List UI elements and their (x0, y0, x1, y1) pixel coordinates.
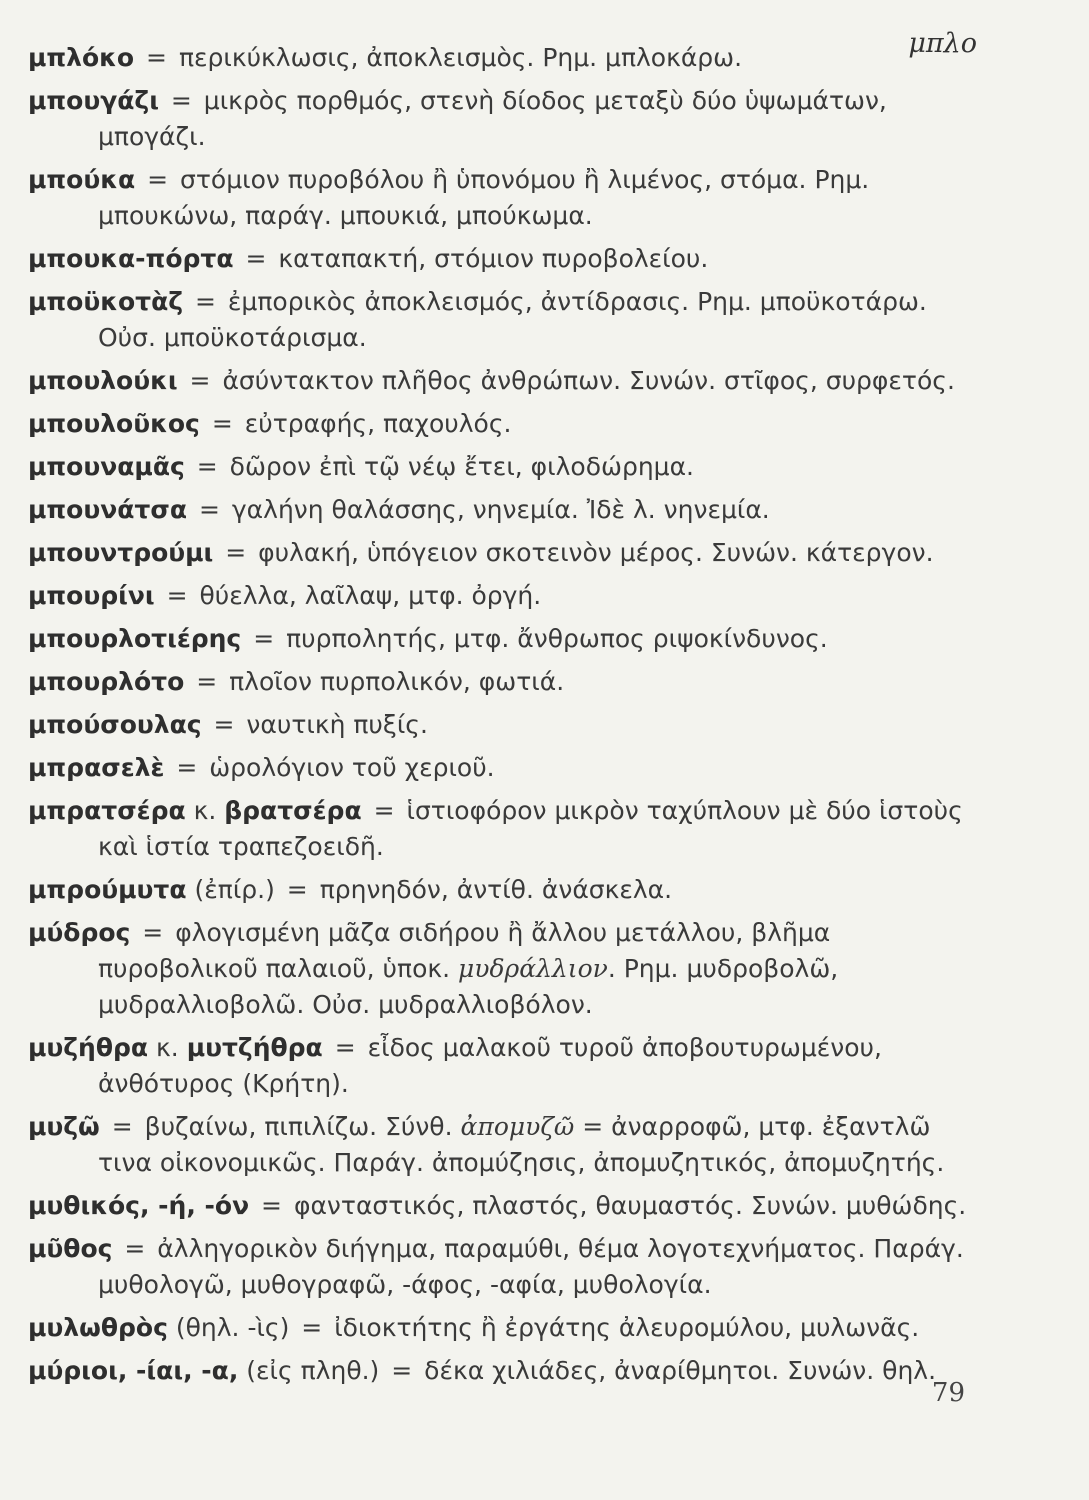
dictionary-entry (28, 1188, 978, 1224)
entry-lemma: μῦθος (28, 1234, 113, 1263)
entry-definition: ἰδιοκτήτης ἢ ἐργάτης ἀλευρομύλου, μυλωνᾶς. (334, 1313, 920, 1342)
entry-lemma: μυζῶ (28, 1112, 100, 1141)
dictionary-entry (28, 162, 978, 234)
dictionary-entry (28, 1030, 978, 1102)
equals-sign: = (365, 796, 403, 825)
entry-lemma: μπουρλοτιέρης (28, 624, 242, 653)
entry-variant: μυτζήθρα (186, 1033, 323, 1062)
entry-definition: ἐμπορικὸς ἀποκλεισμός, ἀντίδρασις. Ρημ. μποϋκοτάρω. Οὐσ. μποϋκοτάρισμα. (98, 287, 927, 352)
entry-note: (θηλ. -ὶς) (175, 1313, 290, 1342)
entry-lemma: μπούσουλας (28, 710, 202, 739)
entry-definition: δέκα χιλιάδες, ἀναρίθμητοι. Συνών. θηλ. (424, 1356, 937, 1385)
equals-sign: = (293, 1313, 331, 1342)
equals-sign: = (237, 244, 275, 273)
entry-lemma: μπουλοῦκος (28, 409, 200, 438)
entry-lemma: μπουρίνι (28, 581, 155, 610)
dictionary-entry (28, 1310, 978, 1346)
equals-sign: = (188, 667, 226, 696)
entry-definition: περικύκλωσις, ἀποκλεισμὸς. Ρημ. μπλοκάρω. (178, 43, 743, 72)
equals-sign: = (139, 165, 177, 194)
entry-definition: στόμιον πυροβόλου ἢ ὑπονόμου ἢ λιμένος, στόμα. Ρημ. μπουκώνω, παράγ. μπουκιά, μπούκωμα. (98, 165, 870, 230)
dictionary-entry (28, 621, 978, 657)
equals-sign: = (134, 918, 172, 947)
entry-definition: γαλήνη θαλάσσης, νηνεμία. Ἰδὲ λ. νηνεμία. (231, 495, 770, 524)
dictionary-entry (28, 492, 978, 528)
equals-sign: = (245, 624, 283, 653)
entry-lemma: μπουρλότο (28, 667, 185, 696)
dictionary-entry (28, 750, 978, 786)
entry-note: κ. (193, 796, 217, 825)
entry-definition: φλογισμένη μᾶζα σιδήρου ἢ ἄλλου μετάλλου, βλῆμα πυροβολικοῦ παλαιοῦ, ὑποκ. (98, 918, 831, 983)
equals-sign: = (253, 1191, 290, 1220)
entry-lemma: μπουνάτσα (28, 495, 188, 524)
entry-lemma: μυθικός, -ή, -όν (28, 1191, 250, 1220)
entry-definition: ἀσύντακτον πλῆθος ἀνθρώπων. Συνών. στῖφος, συρφετός. (222, 366, 955, 395)
entry-lemma: μπρούμυτα (28, 875, 187, 904)
equals-sign: = (383, 1356, 421, 1385)
entry-lemma: μπουκα-πόρτα (28, 244, 234, 273)
dictionary-entry (28, 793, 978, 865)
entry-lemma: μπρασελὲ (28, 753, 165, 782)
entry-definition: ὡρολόγιον τοῦ χεριοῦ. (209, 753, 495, 782)
dictionary-entry (28, 664, 978, 700)
entry-lemma: μύριοι, -ίαι, -α, (28, 1356, 239, 1385)
equals-sign: = (116, 1234, 154, 1263)
entry-definition: ἱστιοφόρον μικρὸν ταχύπλουν μὲ δύο ἱστοὺς καὶ ἱστία τραπεζοειδῆ. (98, 796, 963, 861)
equals-sign: = (138, 43, 175, 72)
entry-lemma: μπλόκο (28, 43, 135, 72)
entry-definition: καταπακτή, στόμιον πυροβολείου. (278, 244, 709, 273)
entry-definition: πυρπολητής, μτφ. ἄνθρωπος ριψοκίνδυνος. (286, 624, 828, 653)
equals-sign: = (188, 452, 226, 481)
dictionary-entry (28, 535, 978, 571)
entry-lemma: μπουντρούμι (28, 538, 214, 567)
equals-sign: = (217, 538, 255, 567)
dictionary-entry (28, 83, 978, 155)
dictionary-entry (28, 915, 978, 1023)
equals-sign: = (191, 495, 228, 524)
dictionary-entry (28, 707, 978, 743)
entry-lemma: μπρατσέρα (28, 796, 186, 825)
entry-italic-term: μυδράλλιον (458, 954, 608, 983)
entry-variant: βρατσέρα (224, 796, 362, 825)
entry-note: (εἰς πληθ.) (246, 1356, 380, 1385)
entry-definition: ἀλληγορικὸν διήγημα, παραμύθι, θέμα λογοτεχνήματος. Παράγ. μυθολογῶ, μυθογραφῶ, -άφος, -αφία, μυθολογία. (98, 1234, 964, 1299)
entry-lemma: μπουλούκι (28, 366, 178, 395)
entry-definition: εἶδος μαλακοῦ τυροῦ ἀποβουτυρωμένου, ἀνθότυρος (Κρήτη). (98, 1033, 882, 1098)
dictionary-entry (28, 1231, 978, 1303)
dictionary-entry (28, 406, 978, 442)
equals-sign: = (278, 875, 316, 904)
page-number: 79 (931, 1378, 965, 1408)
entry-definition: μικρὸς πορθμός, στενὴ δίοδος μεταξὺ δύο ὑψωμάτων, μπογάζι. (98, 86, 887, 151)
entry-lemma: μποϋκοτὰζ (28, 287, 184, 316)
dictionary-entry (28, 1353, 978, 1389)
dictionary-entry (28, 241, 978, 277)
entry-note: κ. (156, 1033, 179, 1062)
entry-definition: πλοῖον πυρπολικόν, φωτιά. (229, 667, 565, 696)
entry-definition: ναυτικὴ πυξίς. (246, 710, 428, 739)
equals-sign: = (205, 710, 243, 739)
equals-sign: = (103, 1112, 141, 1141)
entry-lemma: μπούκα (28, 165, 136, 194)
equals-sign: = (158, 581, 196, 610)
entry-definition-cont: . Ρημ. μυδροβολῶ, μυδραλλιοβολῶ. Οὐσ. μυδραλλιοβόλον. (98, 954, 839, 1019)
entry-lemma: μπουγάζι (28, 86, 159, 115)
equals-sign: = (203, 409, 241, 438)
equals-sign: = (162, 86, 200, 115)
dictionary-entry (28, 284, 978, 356)
entry-definition-cont: = ἀναρροφῶ, μτφ. ἐξαντλῶ τινα οἰκονομικῶς. Παράγ. ἀπομύζησις, ἀπομυζητικός, ἀπομυζητής. (98, 1112, 945, 1177)
entry-lemma: μυλωθρὸς (28, 1313, 168, 1342)
dictionary-entry (28, 449, 978, 485)
equals-sign: = (168, 753, 206, 782)
entry-definition: βυζαίνω, πιπιλίζω. Σύνθ. (144, 1112, 453, 1141)
entry-definition: εὐτραφής, παχουλός. (244, 409, 512, 438)
entry-definition: δῶρον ἐπὶ τῷ νέῳ ἔτει, φιλοδώρημα. (229, 452, 694, 481)
dictionary-entry (28, 872, 978, 908)
entry-lemma: μπουναμᾶς (28, 452, 185, 481)
entry-definition: πρηνηδόν, ἀντίθ. ἀνάσκελα. (319, 875, 673, 904)
equals-sign: = (181, 366, 219, 395)
equals-sign: = (187, 287, 224, 316)
entry-definition: φανταστικός, πλαστός, θαυμαστός. Συνών. μυθώδης. (293, 1191, 967, 1220)
entry-note: (ἐπίρ.) (194, 875, 275, 904)
equals-sign: = (326, 1033, 364, 1062)
entry-lemma: μύδρος (28, 918, 131, 947)
entry-definition: φυλακή, ὑπόγειον σκοτεινὸν μέρος. Συνών. κάτεργον. (258, 538, 934, 567)
entries-list (28, 40, 978, 1396)
entry-lemma: μυζήθρα (28, 1033, 149, 1062)
dictionary-entry (28, 40, 978, 76)
entry-definition: θύελλα, λαῖλαψ, μτφ. ὀργή. (199, 581, 542, 610)
dictionary-entry (28, 363, 978, 399)
dictionary-entry (28, 578, 978, 614)
entry-italic-term: ἀπομυζῶ (460, 1112, 575, 1141)
dictionary-entry (28, 1109, 978, 1181)
running-header: μπλο (908, 28, 977, 59)
